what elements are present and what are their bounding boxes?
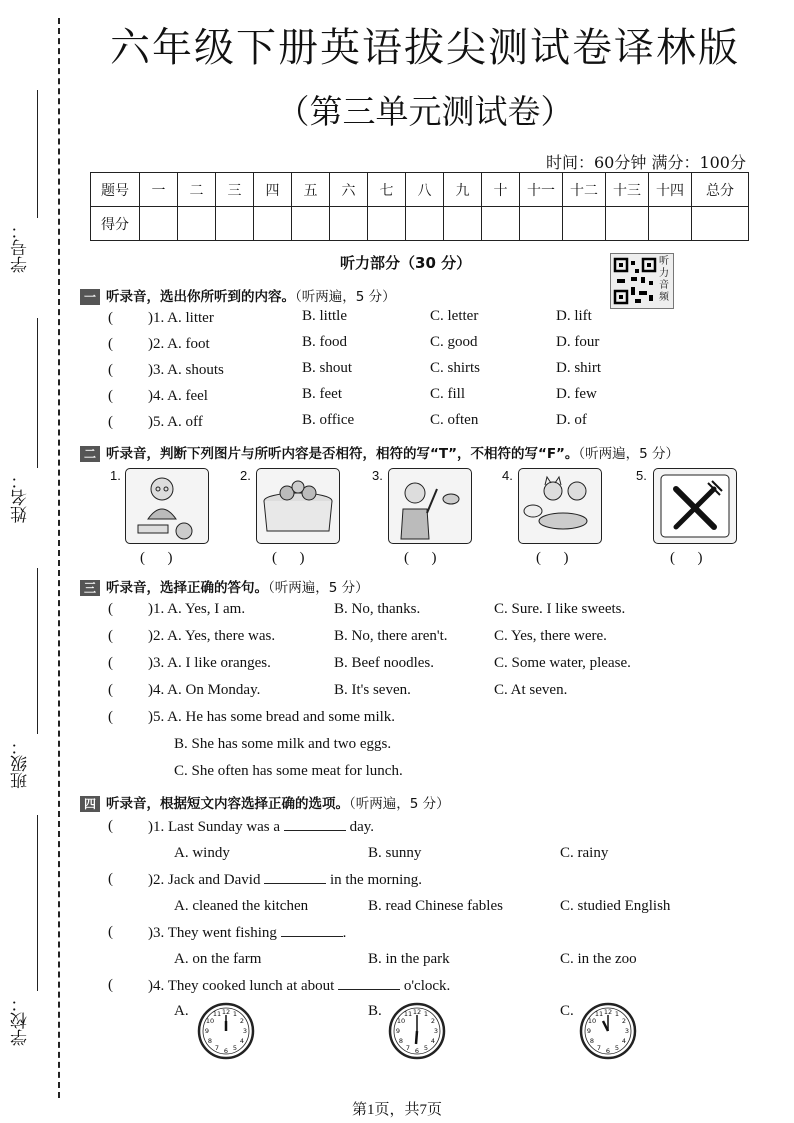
section-2-note: （听两遍，5 分） [578, 446, 680, 462]
score-header-cell: 十四 [649, 173, 692, 207]
score-cell[interactable] [482, 207, 520, 241]
svg-text:2: 2 [239, 1017, 245, 1025]
score-header-cell: 三 [216, 173, 254, 207]
section-1-title: 听录音，选出你所听到的内容。 [106, 289, 295, 305]
svg-text:10: 10 [587, 1017, 597, 1025]
score-cell[interactable] [563, 207, 606, 241]
time-info: 时间：60分钟 满分：100分 [546, 153, 746, 172]
option-b: B. No, thanks. [334, 601, 421, 617]
score-table-score-row [91, 207, 749, 241]
option-a: )3. A. I like oranges. [148, 655, 271, 671]
page-subtitle: （第三单元测试卷） [276, 92, 574, 131]
boy-waving-illustration [389, 469, 471, 543]
picture-knife-and-fork [653, 468, 737, 544]
svg-text:4: 4 [621, 1037, 627, 1045]
listening-part-heading: 听力部分（30 分） [340, 254, 472, 272]
option-b: B. sunny [368, 845, 422, 861]
svg-text:3: 3 [624, 1027, 630, 1035]
option-a: A. [174, 1003, 189, 1019]
option-c: C. letter [430, 308, 479, 324]
answer-paren[interactable]: ( ) [404, 550, 437, 566]
svg-text:2: 2 [621, 1017, 627, 1025]
fill-blank[interactable] [338, 977, 400, 990]
school-label: 学校： [11, 995, 31, 1046]
student-number-line [37, 90, 38, 218]
section-1-badge: 一 [80, 289, 100, 305]
score-cell[interactable] [140, 207, 178, 241]
svg-text:12: 12 [412, 1008, 422, 1016]
option-b: B. little [302, 308, 347, 324]
answer-paren[interactable]: ( [108, 871, 113, 887]
section-2-heading [80, 442, 679, 462]
svg-text:8: 8 [207, 1037, 213, 1045]
question-text: )4. They cooked lunch at about o'clock. [148, 978, 451, 994]
svg-text:11: 11 [403, 1010, 413, 1018]
section-2-badge: 二 [80, 446, 100, 462]
svg-text:8: 8 [398, 1037, 404, 1045]
name-label: 姓名： [11, 472, 31, 523]
clock-icon [387, 1002, 447, 1060]
section-1-note: （听两遍，5 分） [295, 289, 396, 305]
score-cell[interactable] [368, 207, 406, 241]
section-3-heading [80, 576, 369, 596]
section-4-note: （听两遍，5 分） [349, 796, 450, 812]
picture-woman-with-food [125, 468, 209, 544]
svg-text:12: 12 [221, 1008, 231, 1016]
answer-paren[interactable]: ( ) [670, 550, 703, 566]
svg-text:5: 5 [423, 1044, 429, 1052]
svg-text:6: 6 [414, 1047, 420, 1055]
option-a: )1. A. Yes, I am. [148, 601, 246, 617]
score-header-cell: 八 [406, 173, 444, 207]
picture-number: 5. [636, 468, 647, 483]
option-b: B. food [302, 334, 347, 350]
option-b: B. in the park [368, 951, 450, 967]
score-header-cell: 一 [140, 173, 178, 207]
section-4-heading [80, 792, 450, 812]
option-a: )4. A. On Monday. [148, 682, 261, 698]
option-b: B. read Chinese fables [368, 898, 503, 914]
svg-text:7: 7 [405, 1044, 411, 1052]
score-cell[interactable] [254, 207, 292, 241]
answer-paren[interactable]: ( [108, 655, 113, 671]
option-c: C. At seven. [494, 682, 568, 698]
svg-text:10: 10 [205, 1017, 215, 1025]
score-cell[interactable] [649, 207, 692, 241]
score-header-cell: 六 [330, 173, 368, 207]
answer-paren[interactable]: ( [108, 310, 113, 326]
option-d: D. shirt [556, 360, 601, 376]
score-cell[interactable] [606, 207, 649, 241]
picture-number: 4. [502, 468, 513, 483]
svg-text:4: 4 [430, 1037, 436, 1045]
score-header-cell: 十 [482, 173, 520, 207]
svg-text:3: 3 [242, 1027, 248, 1035]
svg-text:9: 9 [204, 1027, 210, 1035]
answer-paren[interactable]: ( [108, 924, 113, 940]
answer-paren[interactable]: ( [108, 709, 113, 725]
section-1-heading [80, 285, 396, 305]
name-line [37, 318, 38, 468]
svg-text:10: 10 [396, 1017, 406, 1025]
clock-icon [196, 1002, 256, 1060]
answer-paren[interactable]: ( ) [272, 550, 305, 566]
answer-paren[interactable]: ( [108, 388, 113, 404]
score-header-cell: 题号 [91, 173, 140, 207]
option-b: B. [368, 1003, 382, 1019]
picture-number: 2. [240, 468, 251, 483]
option-d: D. few [556, 386, 597, 402]
answer-paren[interactable]: ( [108, 682, 113, 698]
option-d: D. lift [556, 308, 592, 324]
option-c: C. in the zoo [560, 951, 637, 967]
picture-boy-waving [388, 468, 472, 544]
score-cell[interactable] [292, 207, 330, 241]
score-table-header-row [91, 173, 749, 207]
option-a: A. on the farm [174, 951, 262, 967]
svg-text:11: 11 [212, 1010, 222, 1018]
section-3-title: 听录音，选择正确的答句。 [106, 580, 268, 596]
svg-text:2: 2 [430, 1017, 436, 1025]
svg-text:11: 11 [594, 1010, 604, 1018]
answer-paren[interactable]: ( [108, 977, 113, 993]
option-b: B. shout [302, 360, 353, 376]
svg-text:5: 5 [232, 1044, 238, 1052]
option-a: )3. A. shouts [148, 362, 224, 378]
score-row-label: 得分 [91, 207, 140, 241]
score-cell[interactable] [692, 207, 749, 241]
svg-text:9: 9 [586, 1027, 592, 1035]
woman-eating-illustration [126, 469, 208, 543]
svg-text:1: 1 [423, 1010, 429, 1018]
page-footer: 第1页，共7页 [351, 1102, 442, 1118]
section-3-badge: 三 [80, 580, 100, 596]
option-b: B. She has some milk and two eggs. [174, 736, 392, 752]
table-fruit-illustration [257, 469, 339, 543]
answer-paren[interactable]: ( ) [140, 550, 173, 566]
score-header-cell: 十二 [563, 173, 606, 207]
option-a: A. windy [174, 845, 230, 861]
section-4-badge: 四 [80, 796, 100, 812]
binding-dashed-line [58, 18, 60, 1098]
option-a: )5. A. He has some bread and some milk. [148, 709, 396, 725]
option-b: B. office [302, 412, 355, 428]
option-d: D. four [556, 334, 600, 350]
score-cell[interactable] [406, 207, 444, 241]
school-line [37, 815, 38, 991]
answer-paren[interactable]: ( [108, 818, 113, 834]
score-header-cell: 四 [254, 173, 292, 207]
score-header-cell: 二 [178, 173, 216, 207]
qr-code-icon [613, 255, 657, 307]
option-a: )2. A. Yes, there was. [148, 628, 276, 644]
cats-food-illustration [519, 469, 601, 543]
picture-number: 3. [372, 468, 383, 483]
option-c: C. Yes, there were. [494, 628, 607, 644]
fill-blank[interactable] [264, 871, 326, 884]
picture-table-with-fruit [256, 468, 340, 544]
score-header-cell: 十一 [520, 173, 563, 207]
option-b: B. No, there aren't. [334, 628, 448, 644]
fill-blank[interactable] [284, 818, 346, 831]
score-table [90, 172, 749, 241]
option-c: C. often [430, 412, 479, 428]
section-4-title: 听录音，根据短文内容选择正确的选项。 [106, 796, 349, 812]
knife-fork-icon [654, 469, 736, 543]
answer-paren[interactable]: ( [108, 414, 113, 430]
option-c: C. rainy [560, 845, 609, 861]
class-label: 班级： [11, 738, 31, 789]
question-text: )1. Last Sunday was a day. [148, 819, 374, 835]
svg-text:6: 6 [223, 1047, 229, 1055]
option-c: C. Sure. I like sweets. [494, 601, 626, 617]
option-c: C. fill [430, 386, 466, 402]
answer-paren[interactable]: ( [108, 336, 113, 352]
class-line [37, 568, 38, 734]
score-cell[interactable] [444, 207, 482, 241]
page-title: 六年级下册英语拔尖测试卷译林版 [110, 25, 740, 71]
svg-text:4: 4 [239, 1037, 245, 1045]
answer-paren[interactable]: ( [108, 601, 113, 617]
score-cell[interactable] [216, 207, 254, 241]
picture-cats-with-food [518, 468, 602, 544]
answer-paren[interactable]: ( ) [536, 550, 569, 566]
svg-text:7: 7 [596, 1044, 602, 1052]
svg-text:6: 6 [605, 1047, 611, 1055]
section-2-title: 听录音，判断下列图片与所听内容是否相符，相符的写“T”，不相符的写“F”。 [106, 446, 579, 462]
score-header-cell: 总分 [692, 173, 749, 207]
fill-blank[interactable] [281, 924, 343, 937]
student-number-label: 学号： [11, 222, 31, 273]
option-c: C. good [430, 334, 478, 350]
answer-paren[interactable]: ( [108, 362, 113, 378]
svg-text:5: 5 [614, 1044, 620, 1052]
option-b: B. It's seven. [334, 682, 411, 698]
score-header-cell: 十三 [606, 173, 649, 207]
svg-text:8: 8 [589, 1037, 595, 1045]
svg-text:12: 12 [603, 1008, 613, 1016]
qr-caption: 听力音频 [659, 256, 669, 303]
section-3-note: （听两遍，5 分） [268, 580, 369, 596]
score-header-cell: 五 [292, 173, 330, 207]
qr-code-image[interactable] [610, 253, 674, 309]
option-c: C. shirts [430, 360, 481, 376]
option-a: )4. A. feel [148, 388, 208, 404]
option-b: B. Beef noodles. [334, 655, 434, 671]
question-text: )3. They went fishing . [148, 925, 347, 941]
score-cell[interactable] [520, 207, 563, 241]
option-c: C. [560, 1003, 574, 1019]
option-a: A. cleaned the kitchen [174, 898, 309, 914]
picture-number: 1. [110, 468, 121, 483]
answer-paren[interactable]: ( [108, 628, 113, 644]
option-b: B. feet [302, 386, 342, 402]
option-a: )5. A. off [148, 414, 203, 430]
svg-text:1: 1 [232, 1010, 238, 1018]
option-d: D. of [556, 412, 587, 428]
option-a: )1. A. litter [148, 310, 214, 326]
option-c: C. Some water, please. [494, 655, 631, 671]
option-c: C. She often has some meat for lunch. [174, 763, 403, 779]
svg-text:7: 7 [214, 1044, 220, 1052]
clock-icon [578, 1002, 638, 1060]
score-header-cell: 七 [368, 173, 406, 207]
option-a: )2. A. foot [148, 336, 210, 352]
option-c: C. studied English [560, 898, 671, 914]
score-cell[interactable] [330, 207, 368, 241]
svg-text:9: 9 [395, 1027, 401, 1035]
score-cell[interactable] [178, 207, 216, 241]
question-text: )2. Jack and David in the morning. [148, 872, 423, 888]
score-header-cell: 九 [444, 173, 482, 207]
svg-text:1: 1 [614, 1010, 620, 1018]
svg-text:3: 3 [433, 1027, 439, 1035]
